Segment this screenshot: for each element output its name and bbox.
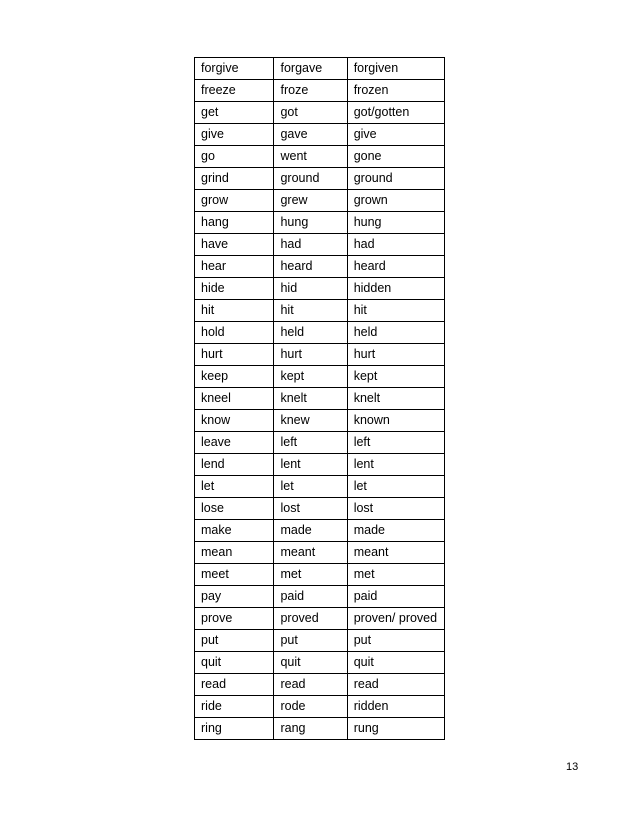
past-participle-cell: give [347, 124, 444, 146]
past-simple-cell: paid [274, 586, 347, 608]
base-form-cell: freeze [195, 80, 274, 102]
table-row [195, 674, 445, 696]
past-simple-cell: meant [274, 542, 347, 564]
base-form-cell: prove [195, 608, 274, 630]
past-simple-cell: met [274, 564, 347, 586]
base-form-cell: grind [195, 168, 274, 190]
table-row [195, 498, 445, 520]
past-simple-cell: read [274, 674, 347, 696]
table-row [195, 278, 445, 300]
table-row [195, 234, 445, 256]
past-participle-cell: frozen [347, 80, 444, 102]
table-row [195, 718, 445, 740]
base-form-cell: have [195, 234, 274, 256]
past-participle-cell: left [347, 432, 444, 454]
past-participle-cell: grown [347, 190, 444, 212]
table-row [195, 652, 445, 674]
past-simple-cell: hung [274, 212, 347, 234]
past-participle-cell: held [347, 322, 444, 344]
base-form-cell: hit [195, 300, 274, 322]
base-form-cell: lend [195, 454, 274, 476]
base-form-cell: ring [195, 718, 274, 740]
past-simple-cell: held [274, 322, 347, 344]
table-row [195, 476, 445, 498]
past-simple-cell: went [274, 146, 347, 168]
past-simple-cell: kept [274, 366, 347, 388]
table-row [195, 168, 445, 190]
past-participle-cell: quit [347, 652, 444, 674]
past-simple-cell: hid [274, 278, 347, 300]
past-participle-cell: ridden [347, 696, 444, 718]
table-row [195, 608, 445, 630]
past-participle-cell: gone [347, 146, 444, 168]
past-participle-cell: known [347, 410, 444, 432]
base-form-cell: mean [195, 542, 274, 564]
past-simple-cell: forgave [274, 58, 347, 80]
past-simple-cell: gave [274, 124, 347, 146]
past-simple-cell: knew [274, 410, 347, 432]
base-form-cell: kneel [195, 388, 274, 410]
past-participle-cell: let [347, 476, 444, 498]
table-row [195, 432, 445, 454]
base-form-cell: go [195, 146, 274, 168]
past-participle-cell: paid [347, 586, 444, 608]
past-simple-cell: rang [274, 718, 347, 740]
table-row [195, 696, 445, 718]
table-row [195, 366, 445, 388]
base-form-cell: read [195, 674, 274, 696]
table-row [195, 410, 445, 432]
past-simple-cell: froze [274, 80, 347, 102]
past-simple-cell: made [274, 520, 347, 542]
table-row [195, 146, 445, 168]
base-form-cell: put [195, 630, 274, 652]
base-form-cell: hold [195, 322, 274, 344]
base-form-cell: grow [195, 190, 274, 212]
past-simple-cell: knelt [274, 388, 347, 410]
past-simple-cell: hurt [274, 344, 347, 366]
past-simple-cell: heard [274, 256, 347, 278]
base-form-cell: leave [195, 432, 274, 454]
past-simple-cell: grew [274, 190, 347, 212]
past-simple-cell: hit [274, 300, 347, 322]
base-form-cell: hang [195, 212, 274, 234]
past-participle-cell: proven/ proved [347, 608, 444, 630]
table-row [195, 542, 445, 564]
past-participle-cell: hung [347, 212, 444, 234]
past-participle-cell: hit [347, 300, 444, 322]
past-participle-cell: forgiven [347, 58, 444, 80]
past-participle-cell: read [347, 674, 444, 696]
table-row [195, 256, 445, 278]
past-simple-cell: let [274, 476, 347, 498]
base-form-cell: hear [195, 256, 274, 278]
table-row [195, 322, 445, 344]
past-participle-cell: hurt [347, 344, 444, 366]
table-row [195, 102, 445, 124]
past-participle-cell: put [347, 630, 444, 652]
past-simple-cell: ground [274, 168, 347, 190]
base-form-cell: keep [195, 366, 274, 388]
base-form-cell: hide [195, 278, 274, 300]
past-participle-cell: had [347, 234, 444, 256]
base-form-cell: get [195, 102, 274, 124]
base-form-cell: let [195, 476, 274, 498]
table-row [195, 586, 445, 608]
table-row [195, 388, 445, 410]
table-row [195, 190, 445, 212]
table-row [195, 58, 445, 80]
base-form-cell: give [195, 124, 274, 146]
base-form-cell: ride [195, 696, 274, 718]
table-row [195, 564, 445, 586]
past-simple-cell: put [274, 630, 347, 652]
base-form-cell: make [195, 520, 274, 542]
base-form-cell: pay [195, 586, 274, 608]
past-participle-cell: met [347, 564, 444, 586]
past-participle-cell: lost [347, 498, 444, 520]
table-row [195, 124, 445, 146]
table-row [195, 300, 445, 322]
table-row [195, 212, 445, 234]
past-simple-cell: got [274, 102, 347, 124]
base-form-cell: quit [195, 652, 274, 674]
page-number: 13 [566, 761, 579, 773]
past-simple-cell: lost [274, 498, 347, 520]
past-participle-cell: kept [347, 366, 444, 388]
past-participle-cell: heard [347, 256, 444, 278]
past-participle-cell: meant [347, 542, 444, 564]
past-participle-cell: ground [347, 168, 444, 190]
table-row [195, 520, 445, 542]
base-form-cell: forgive [195, 58, 274, 80]
irregular-verbs-table [194, 57, 445, 740]
past-simple-cell: lent [274, 454, 347, 476]
table-row [195, 80, 445, 102]
past-simple-cell: quit [274, 652, 347, 674]
base-form-cell: hurt [195, 344, 274, 366]
past-participle-cell: hidden [347, 278, 444, 300]
base-form-cell: lose [195, 498, 274, 520]
verb-table-body [195, 58, 445, 740]
past-participle-cell: knelt [347, 388, 444, 410]
past-simple-cell: proved [274, 608, 347, 630]
table-row [195, 454, 445, 476]
past-simple-cell: rode [274, 696, 347, 718]
past-participle-cell: rung [347, 718, 444, 740]
table-row [195, 630, 445, 652]
base-form-cell: meet [195, 564, 274, 586]
base-form-cell: know [195, 410, 274, 432]
past-simple-cell: left [274, 432, 347, 454]
past-participle-cell: lent [347, 454, 444, 476]
table-row [195, 344, 445, 366]
past-simple-cell: had [274, 234, 347, 256]
past-participle-cell: got/gotten [347, 102, 444, 124]
past-participle-cell: made [347, 520, 444, 542]
